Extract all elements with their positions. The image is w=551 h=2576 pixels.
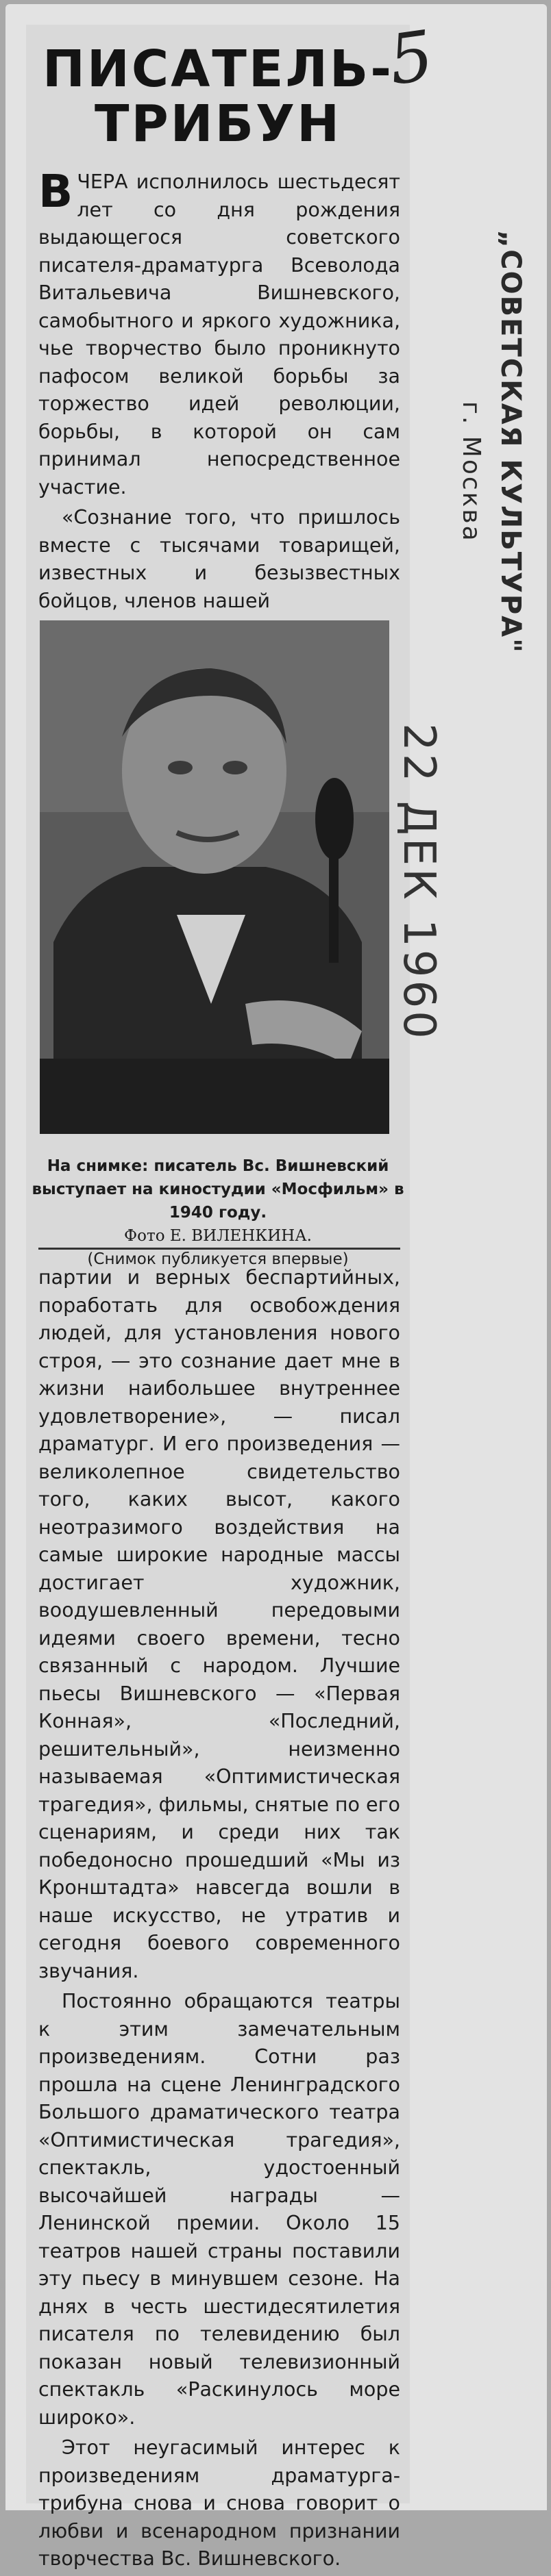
intro-paragraph: ЧЕРА исполнилось шестьдесят лет со дня рождения выдающегося советского писателя-драматурга Всеволода Витальевича Вишневского, самобытного и яркого художника, чье творчество было проникнуто пафосом великой борьбы за торжество идей революции, борьбы, в которой он сам принимал непосредственное участие. <box>38 171 400 498</box>
divider <box>38 1248 400 1250</box>
date-stamp: 22 ДЕК 1960 <box>393 723 444 1041</box>
photo-caption: На снимке: писатель Вс. Вишневский выступает на киностудии «Мосфильм» в 1940 году. <box>32 1157 404 1222</box>
author-photo-illustration <box>40 620 389 1134</box>
handwritten-number: 5 <box>384 15 439 101</box>
paragraph-theatres: Постоянно обращаются театры к этим замечательным произведениям. Сотни раз прошла на сцене Ленинградского Большого драматического театра «Оптимистическая трагедия», спектакль, удостоенный высочайшей награды — Ленинской премии. Около 15 театров нашей страны поставили эту пьесу в минувшем сезоне. На днях в честь шестидесятилетия писателя по телевидению был показан новый телевизионный спектакль «Раскинулось море широко». <box>38 1990 400 2429</box>
article-body <box>38 1264 400 2576</box>
headline-line-1: ПИСАТЕЛЬ- <box>42 40 394 99</box>
paragraph-closing: Этот неугасимый интерес к произведениям драматурга-трибуна снова и снова говорит о любви и всенародном признании творчества Вс. Вишневского. <box>38 2436 400 2570</box>
newspaper-clipping <box>26 25 410 2570</box>
drop-cap: В <box>38 165 73 218</box>
source-city-stamp: г. Москва <box>457 401 485 543</box>
source-newspaper-stamp: „СОВЕТСКАЯ КУЛЬТУРА" <box>495 230 526 654</box>
quote-start: «Сознание того, что пришлось вместе с тысячами товарищей, известных и безызвестных бойцов, членов нашей <box>38 506 400 612</box>
quote-continued: партии и верных беспартийных, поработать для освобождения людей, для установления нового строя, — это сознание дает мне в жизни наибольшее внутреннее удовлетворение», — писал драматург. И его произведения — великолепное свидетельство того, каких высот, какого неотразимого воздействия на самые широкие народные массы достигает художник, воодушевленный передовыми идеями своего времени, тесно связанный с народом. Лучшие пьесы Вишневского — «Первая Конная», «Последний, решительный», неизменно называемая «Оптимистическая трагедия», фильмы, снятые по его сценариям, и среди них так победоносно прошедший «Мы из Кронштадта» навсегда вошли в наше искусство, не утратив и сегодня боевого современного звучания. <box>38 1266 400 1982</box>
photo-credit: Фото Е. ВИЛЕНКИНА. <box>124 1227 312 1245</box>
headline-line-2: ТРИБУН <box>94 94 342 153</box>
archive-card <box>5 4 547 2570</box>
photo-note: (Снимок публикуется впервые) <box>87 1250 349 1268</box>
author-photo <box>40 620 389 1134</box>
article-intro <box>38 165 400 618</box>
photo-caption-block <box>26 1154 410 1271</box>
